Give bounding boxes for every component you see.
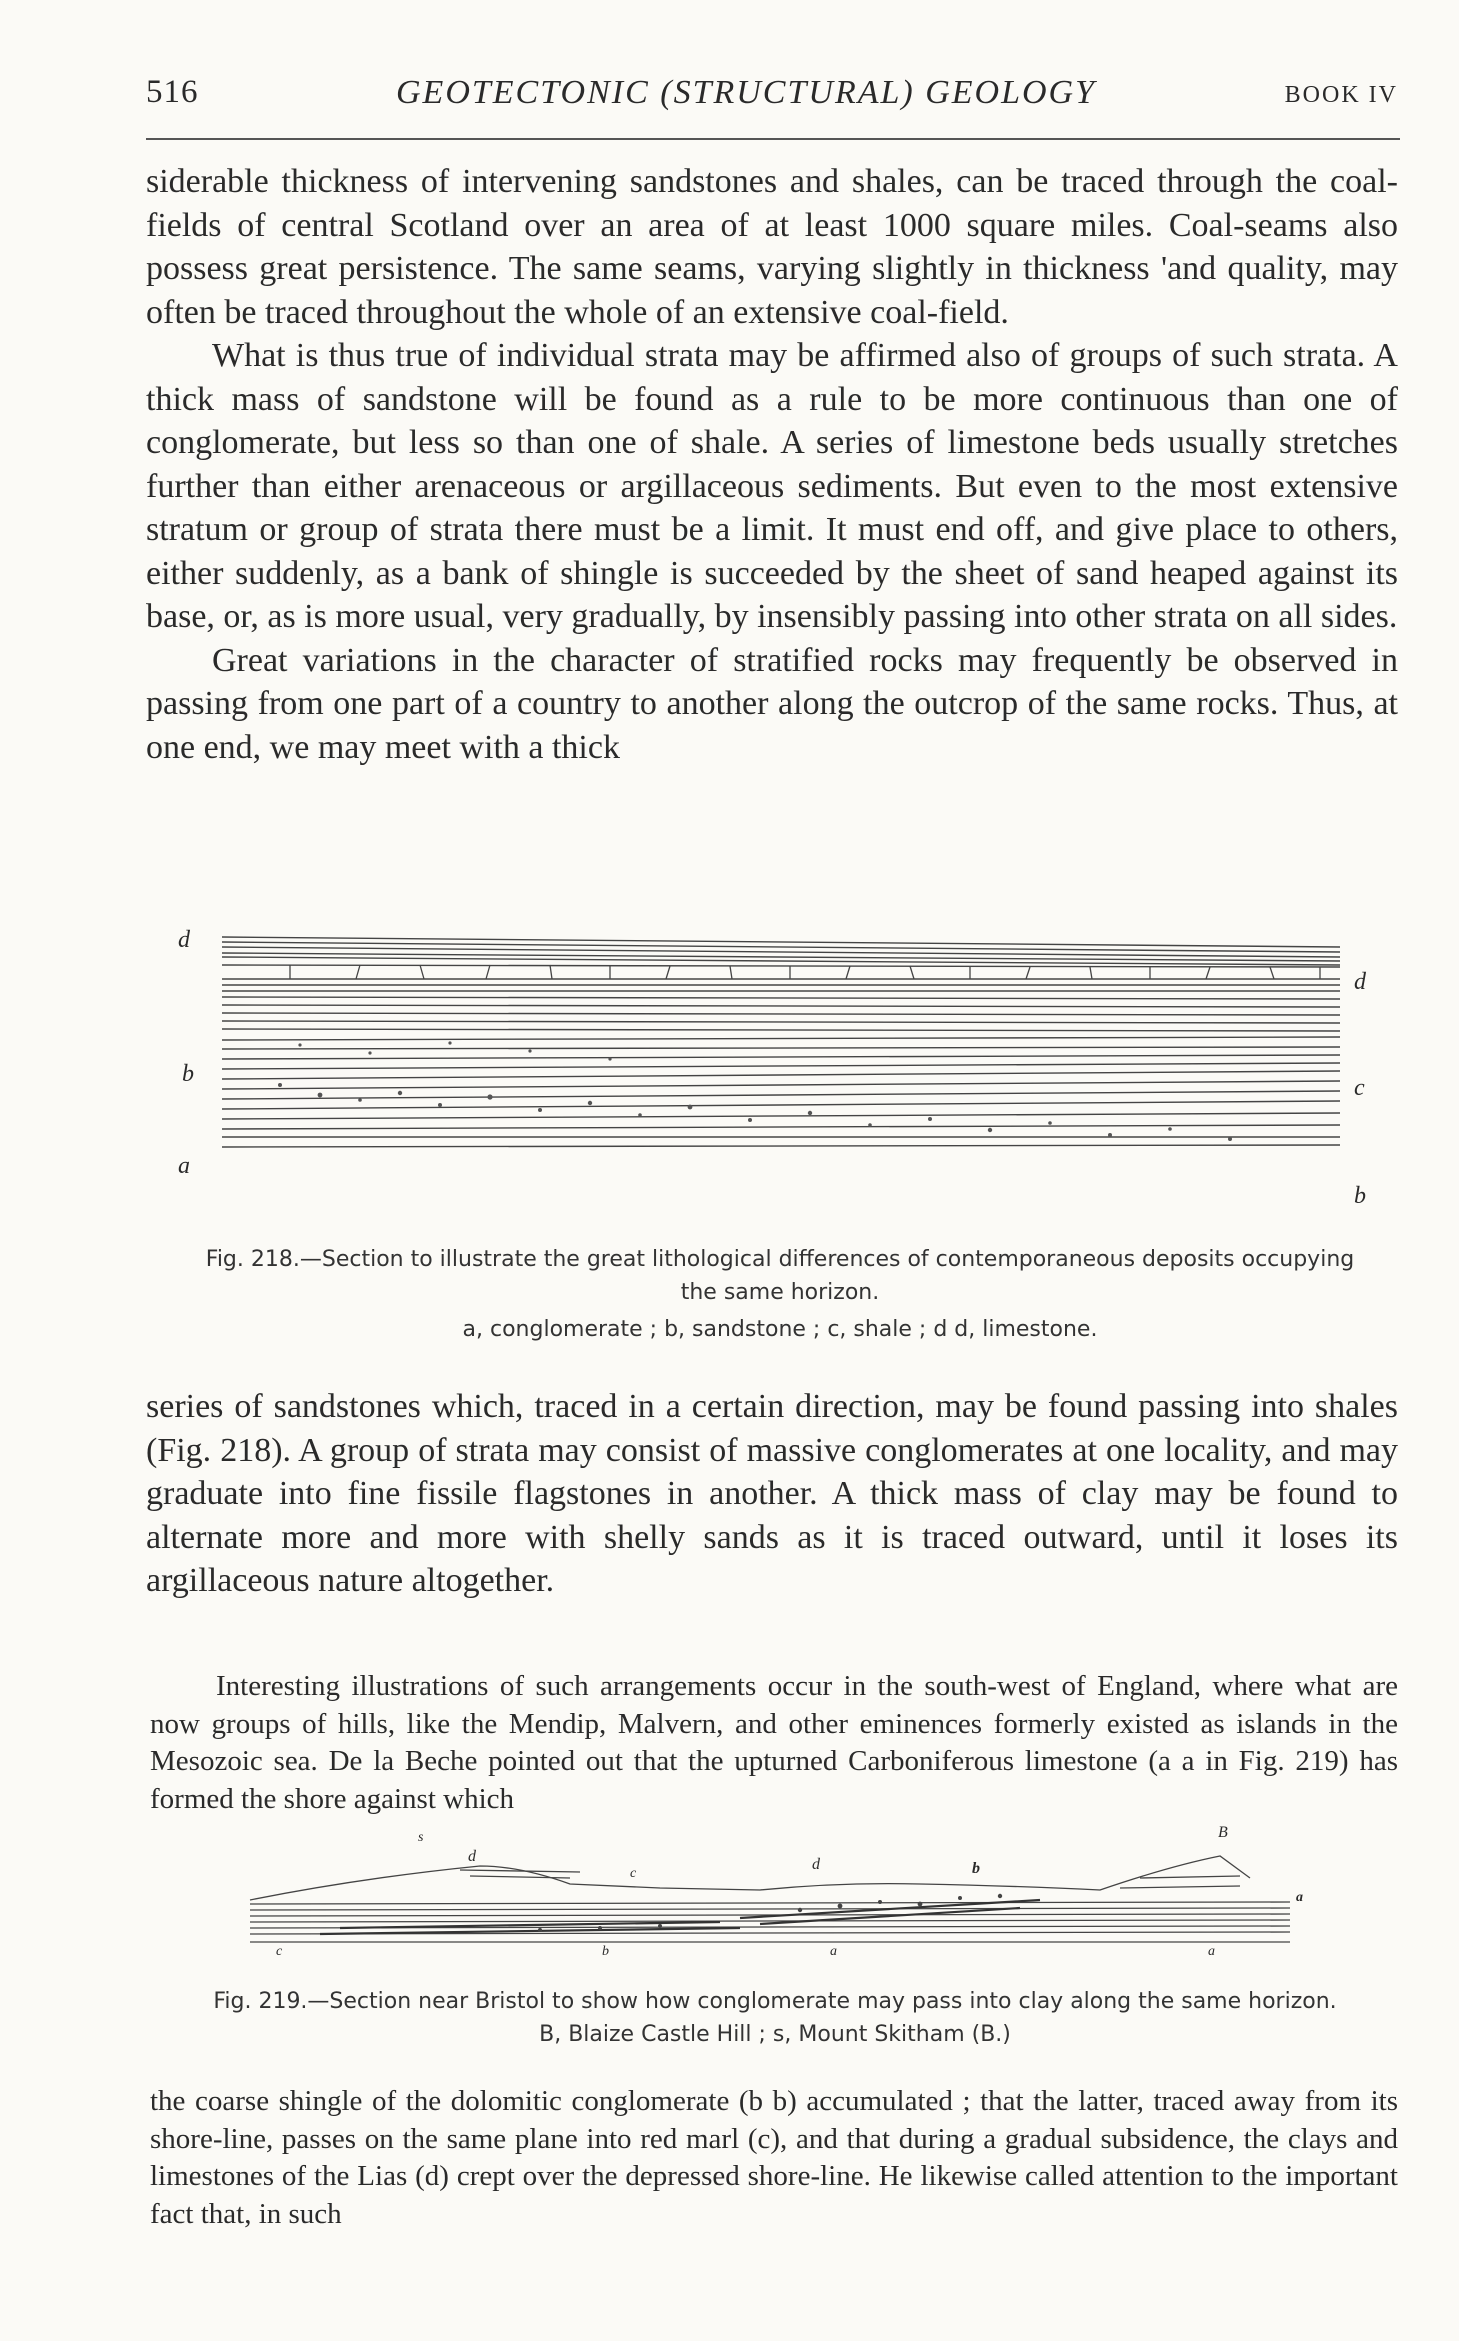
fig218-label-right-b: b	[1354, 1183, 1366, 1209]
fig219-label-c-bottom: c	[276, 1944, 283, 1959]
paragraph-4: series of sandstones which, traced in a certain direction, may be found passing into shales (Fig. 218). A group of strata may consist of massive conglomerates at one locality, and may graduate into fine fissile flagstones in another. A thick mass of clay may be found to alternate more and more with shelly sands as it is traced outward, until it loses its argillaceous nature altogether.	[146, 1388, 1398, 1599]
fig219-label-d-1: d	[468, 1848, 476, 1865]
small-text-1	[150, 1668, 1398, 1818]
fig219-caption-text: Fig. 219.—Section near Bristol to show how conglomerate may pass into clay along the same horizon.	[213, 1989, 1337, 2014]
figure-218	[170, 925, 1380, 1225]
header-rule	[146, 138, 1400, 140]
small-text-2	[150, 2083, 1398, 2233]
book-label: BOOK IV	[1284, 82, 1398, 108]
paragraph-3: Great variations in the character of stratified rocks may frequently be observed in passing from one part of a country to another along the outcrop of the same rocks. Thus, at one end, we may meet with a thick	[146, 641, 1398, 766]
fig219-label-B: B	[1218, 1824, 1228, 1841]
figure-219	[240, 1824, 1310, 1963]
fig218-caption-text: Fig. 218.—Section to illustrate the great lithological differences of contemporaneous deposits occupying the same horizon.	[205, 1247, 1355, 1305]
fig219-label-a-bottom-1: a	[830, 1944, 837, 1959]
running-header	[146, 74, 1398, 124]
fig219-label-a-bottom-2: a	[1208, 1944, 1215, 1959]
fig219-label-s: s	[418, 1830, 424, 1845]
fig219-label-b-top: b	[972, 1860, 980, 1877]
page-number: 516	[146, 74, 199, 110]
small-paragraph-2: the coarse shingle of the dolomitic conglomerate (b b) accumulated ; that the latter, traced away from its shore-line, passes on the same plane into red marl (c), and that during a gradual subsidence, the clays and limestones of the Lias (d) crept over the depressed shore-line. He likewise called attention to the important fact that, in such	[150, 2085, 1398, 2230]
fig218-label-left-d: d	[178, 927, 190, 953]
paragraph-2: What is thus true of individual strata may be affirmed also of groups of such strata. A thick mass of sandstone will be found as a rule to be more continuous than one of conglomerate, but less so than one of shale. A series of limestone beds usually stretches further than either arenaceous or argillaceous sediments. But even to the most extensive stratum or group of strata there must be a limit. It must end off, and give place to others, either suddenly, as a bank of shingle is succeeded by the sheet of sand heaped against its base, or, as is more usual, very gradually, by insensibly passing into other strata on all sides.	[146, 337, 1398, 635]
running-title: GEOTECTONIC (STRUCTURAL) GEOLOGY	[396, 74, 1097, 111]
fig218-legend: a, conglomerate ; b, sandstone ; c, shale ; d d, limestone.	[462, 1317, 1098, 1342]
fig219-label-b-bottom: b	[602, 1944, 609, 1959]
figure-218-section-drawing	[170, 925, 1380, 1225]
figure-219-section-drawing	[240, 1838, 1310, 1963]
fig219-label-a-right: a	[1296, 1890, 1303, 1905]
fig218-label-right-c: c	[1354, 1075, 1365, 1101]
fig219-label-c-top: c	[630, 1866, 637, 1881]
body-text-middle	[146, 1385, 1398, 1603]
small-paragraph-1: Interesting illustrations of such arrangements occur in the south-west of England, where what are now groups of hills, like the Mendip, Malvern, and other eminences formerly existed as islands in the Mesozoic sea. De la Beche pointed out that the upturned Carboniferous limestone (a a in Fig. 219) has formed the shore against which	[150, 1670, 1398, 1815]
figure-218-caption	[200, 1243, 1360, 1346]
fig219-label-d-2: d	[812, 1856, 820, 1873]
fig218-label-left-b: b	[182, 1061, 194, 1087]
fig218-label-left-a: a	[178, 1153, 190, 1179]
body-text-top	[146, 160, 1398, 769]
paragraph-1: siderable thickness of intervening sandstones and shales, can be traced through the coal-fields of central Scotland over an area of at least 1000 square miles. Coal-seams also possess great persistence. The same seams, varying slightly in thickness 'and quality, may often be traced throughout the whole of an extensive coal-field.	[146, 163, 1398, 331]
fig219-legend: B, Blaize Castle Hill ; s, Mount Skitham (B.)	[539, 2022, 1011, 2047]
figure-219-caption	[150, 1985, 1400, 2051]
fig218-label-right-d: d	[1354, 969, 1366, 995]
